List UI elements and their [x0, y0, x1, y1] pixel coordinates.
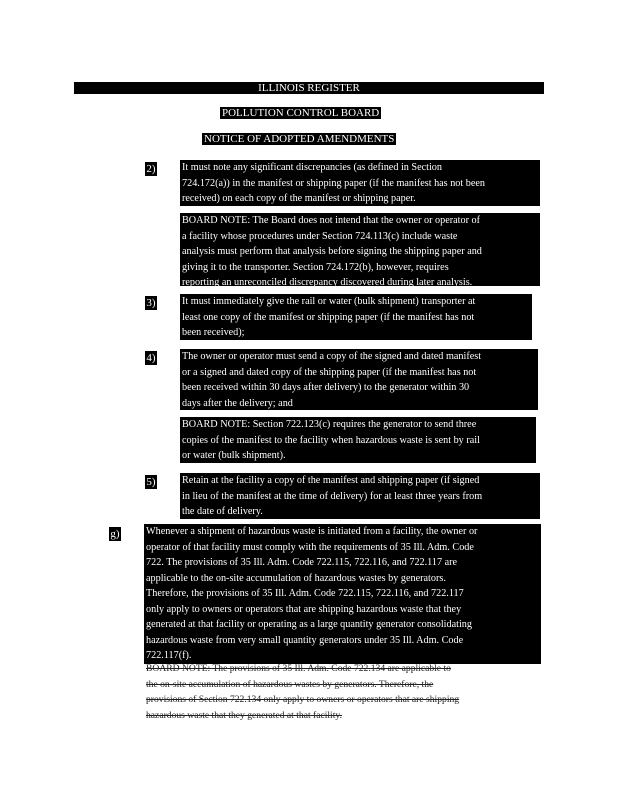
text-line: 724.172(a)) in the manifest or shipping paper (if the manifest has not been [182, 177, 485, 189]
item-label-2: 2) [146, 163, 156, 175]
text-line: hazardous waste from very small quantity generators under 35 Ill. Adm. Code [146, 634, 464, 646]
text-line: generated at that facility or operating as a large quantity generator consolidating [146, 619, 472, 630]
struck-board-note [146, 661, 516, 723]
item-2-text [180, 160, 540, 206]
text-line: reporting an unreconciled discrepancy discovered during later analysis. [182, 277, 473, 286]
item-label-3: 3) [146, 297, 156, 309]
text-line: BOARD NOTE: Section 722.123(c) requires the generator to send three [182, 419, 477, 430]
text-line: been received); [182, 327, 245, 338]
text-line: in lieu of the manifest at the time of delivery) for at least three years from [182, 490, 483, 502]
text-line: or water (bulk shipment). [182, 450, 286, 461]
text-line: days after the delivery; and [182, 397, 293, 409]
text-line: Therefore, the provisions of 35 Ill. Adm. Code 722.115, 722.116, and 722.117 [146, 588, 464, 599]
text-line: giving it to the transporter. Section 724.172(b), however, requires [182, 261, 449, 273]
item-label-4: 4) [146, 352, 156, 364]
text-line: been received within 30 days after delivery) to the generator within 30 [182, 382, 470, 393]
item-3-text [180, 294, 532, 340]
text-line: 722. The provisions of 35 Ill. Adm. Code 722.115, 722.116, and 722.117 are [146, 557, 458, 568]
section-label-g: g) [110, 528, 120, 540]
register-header [74, 82, 544, 94]
board-note-2 [180, 417, 536, 463]
text-line: the on-site accumulation of hazardous wastes by generators. Therefore, the [146, 678, 434, 690]
text-line: BOARD NOTE: The Board does not intend that the owner or operator of [182, 215, 481, 226]
text-line: BOARD NOTE: The provisions of 35 Ill. Adm. Code 722.134 are applicable to [146, 663, 451, 674]
text-line: received) on each copy of the manifest or shipping paper. [182, 193, 416, 204]
board-note-1 [180, 213, 540, 286]
text-line: a facility whose procedures under Section 724.113(c) include waste [182, 230, 458, 242]
item-5-text [180, 473, 540, 519]
text-line: or a signed and dated copy of the shipping paper (if the manifest has not [182, 366, 477, 378]
notice-title: NOTICE OF ADOPTED AMENDMENTS [204, 133, 395, 145]
text-line: 722.117(f). [146, 650, 192, 661]
text-line: applicable to the on-site accumulation of hazardous wastes by generators. [146, 572, 446, 584]
text-line: analysis must perform that analysis before signing the shipping paper and [182, 246, 482, 257]
text-line: least one copy of the manifest or shipping paper (if the manifest has not [182, 311, 475, 323]
register-title: ILLINOIS REGISTER [258, 82, 360, 94]
text-line: copies of the manifest to the facility when hazardous waste is sent by rail [182, 434, 480, 446]
text-line: provisions of Section 722.134 only apply to owners or operators that are shipping [146, 694, 460, 705]
text-line: hazardous waste that they generated at that facility. [146, 709, 342, 721]
section-g-text [144, 524, 541, 664]
text-line: The owner or operator must send a copy of the signed and dated manifest [182, 351, 482, 362]
text-line: Retain at the facility a copy of the manifest and shipping paper (if signed [182, 475, 480, 486]
text-line: the date of delivery. [182, 506, 263, 517]
board-title: POLLUTION CONTROL BOARD [222, 107, 380, 119]
item-4-text [180, 349, 538, 410]
item-label-5: 5) [146, 476, 156, 488]
text-line: only apply to owners or operators that are shipping hazardous waste that they [146, 603, 462, 615]
text-line: operator of that facility must comply with the requirements of 35 Ill. Adm. Code [146, 541, 474, 553]
text-line: It must note any significant discrepancies (as defined in Section [182, 162, 442, 173]
text-line: It must immediately give the rail or water (bulk shipment) transporter at [182, 296, 476, 307]
text-line: Whenever a shipment of hazardous waste is initiated from a facility, the owner or [146, 526, 478, 537]
